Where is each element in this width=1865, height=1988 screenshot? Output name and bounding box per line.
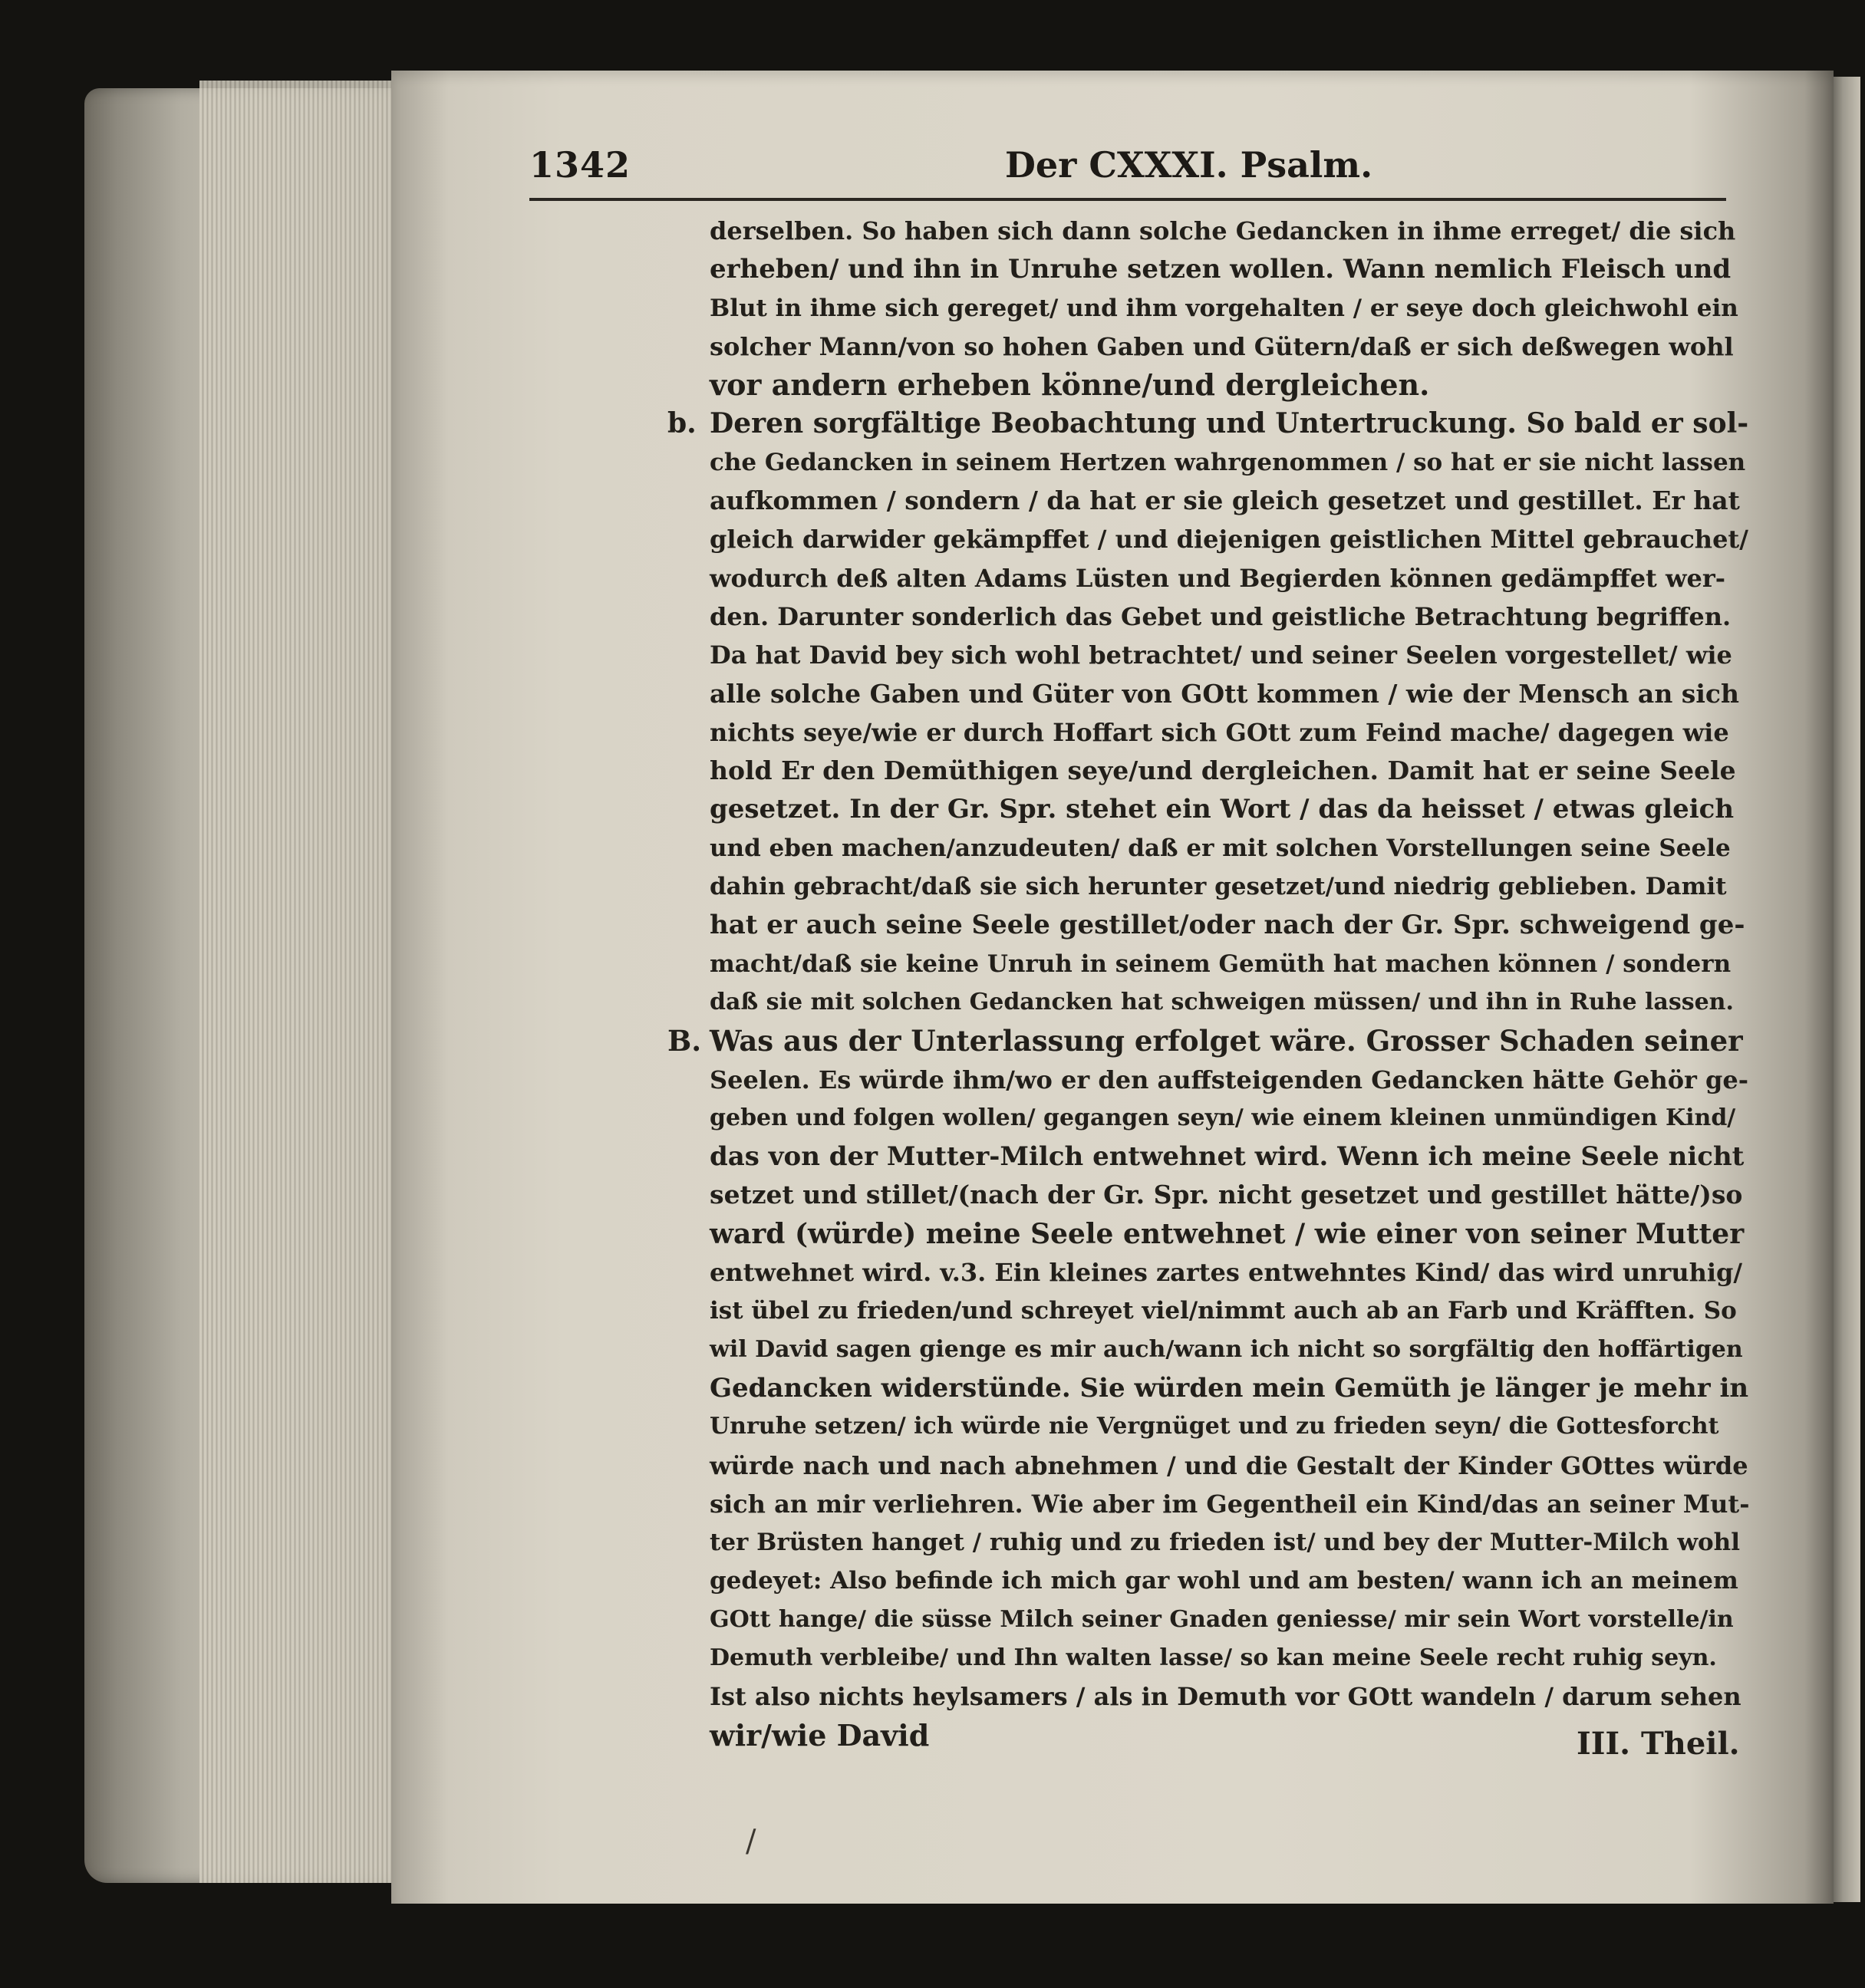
text-line: [552, 675, 1749, 713]
line-text: ward (würde) meine Seele entwehnet / wie einer von seiner Mutter: [710, 1217, 1745, 1250]
line-text: daß sie mit solchen Gedancken hat schweigen müssen/ und ihn in Ruhe lassen.: [710, 988, 1734, 1015]
line-text: entwehnet wird. v.3. Ein kleines zartes entwehntes Kind/ das wird unruhig/: [710, 1258, 1743, 1288]
line-text: wir/wie David: [710, 1717, 930, 1753]
line-text: Deren sorgfältige Beobachtung und Untertruckung. So bald er sol-: [710, 407, 1749, 440]
text-line: [552, 1369, 1749, 1407]
line-text: wodurch deß alten Adams Lüsten und Begierden können gedämpffet wer-: [710, 563, 1726, 593]
text-line: [552, 1061, 1749, 1099]
line-text: setzet und stillet/(nach der Gr. Spr. nicht gesetzet und gestillet hätte/)so: [710, 1180, 1743, 1210]
line-text: würde nach und nach abnehmen / und die Gestalt der Kinder GOttes würde: [710, 1450, 1748, 1480]
text-line: [552, 443, 1749, 482]
line-text: Was aus der Unterlassung erfolget wäre. Grosser Schaden seiner: [710, 1024, 1743, 1058]
text-line: [552, 945, 1749, 983]
text-line: [552, 1716, 1749, 1755]
line-text: Da hat David bey sich wohl betrachtet/ und seiner Seelen vorgestellet/ wie: [710, 640, 1732, 670]
page-edges: [199, 81, 407, 1883]
line-text: hold Er den Demüthigen seye/und dergleichen. Damit hat er seine Seele: [710, 755, 1736, 786]
line-text: Seelen. Es würde ihm/wo er den auffsteigenden Gedancken hätte Gehör ge-: [710, 1065, 1749, 1094]
section-marker: b.: [667, 407, 697, 440]
text-line: [552, 1176, 1749, 1214]
text-line: [552, 1215, 1749, 1253]
text-line: [552, 520, 1749, 558]
text-line: [552, 1331, 1749, 1369]
line-text: gleich darwider gekämpffet / und diejenigen geistlichen Mittel gebrauchet/: [710, 525, 1748, 555]
line-text: und eben machen/anzudeuten/ daß er mit solchen Vorstellungen seine Seele: [710, 834, 1731, 862]
line-text: alle solche Gaben und Güter von GOtt kommen / wie der Mensch an sich: [710, 678, 1739, 709]
body-text: [552, 212, 1749, 1755]
text-line: [552, 1099, 1749, 1137]
line-text: sich an mir verliehren. Wie aber im Gegentheil ein Kind/das an seiner Mut-: [710, 1489, 1749, 1519]
stray-mark: /: [746, 1824, 756, 1859]
text-line: [552, 1562, 1749, 1600]
text-line: [552, 713, 1749, 752]
text-line: [552, 1677, 1749, 1716]
text-line: [552, 559, 1749, 597]
line-text: derselben. So haben sich dann solche Gedancken in ihme erreget/ die sich: [710, 216, 1736, 245]
catchword: III. Theil.: [1577, 1726, 1740, 1762]
text-line: [552, 636, 1749, 674]
section-marker: B.: [667, 1024, 702, 1058]
text-line: [552, 1407, 1749, 1446]
line-text: erheben/ und ihn in Unruhe setzen wollen. Wann nemlich Fleisch und: [710, 254, 1732, 285]
text-line: [552, 983, 1749, 1022]
line-text: dahin gebracht/daß sie sich herunter gesetzet/und niedrig geblieben. Damit: [710, 873, 1727, 901]
line-text: hat er auch seine Seele gestillet/oder nach der Gr. Spr. schweigend ge-: [710, 910, 1745, 941]
text-line: [552, 289, 1749, 327]
text-line: [552, 1137, 1749, 1176]
line-text: den. Darunter sonderlich das Gebet und geistliche Betrachtung begriffen.: [710, 601, 1732, 631]
text-line: [552, 1292, 1749, 1330]
text-line: [552, 482, 1749, 520]
running-head: [529, 138, 1726, 192]
text-line: [552, 212, 1749, 250]
line-text: Gedancken widerstünde. Sie würden mein Gemüth je länger je mehr in: [710, 1372, 1749, 1404]
line-text: ter Brüsten hanget / ruhig und zu frieden ist/ und bey der Mutter-Milch wohl: [710, 1529, 1740, 1557]
line-text: ist übel zu frieden/und schreyet viel/nimmt auch ab an Farb und Kräfften. So: [710, 1297, 1737, 1325]
line-text: gesetzet. In der Gr. Spr. stehet ein Wort / das da heisset / etwas gleich: [710, 794, 1735, 825]
text-line: [552, 1022, 1749, 1060]
text-line: [552, 327, 1749, 366]
line-text: Demuth verbleibe/ und Ihn walten lasse/ so kan meine Seele recht ruhig seyn.: [710, 1644, 1717, 1671]
line-text: GOtt hange/ die süsse Milch seiner Gnaden geniesse/ mir sein Wort vorstelle/in: [710, 1605, 1734, 1633]
text-line: [552, 1523, 1749, 1562]
text-line: [552, 1447, 1749, 1485]
text-line: [552, 867, 1749, 906]
line-text: Ist also nichts heylsamers / als in Demuth vor GOtt wandeln / darum sehen: [710, 1682, 1741, 1712]
line-text: macht/daß sie keine Unruh in seinem Gemüth hat machen können / sondern: [710, 950, 1732, 978]
line-text: nichts seye/wie er durch Hoffart sich GOtt zum Feind mache/ dagegen wie: [710, 717, 1729, 747]
text-line: [552, 906, 1749, 944]
line-text: che Gedancken in seinem Hertzen wahrgenommen / so hat er sie nicht lassen: [710, 448, 1746, 476]
text-line: [552, 1485, 1749, 1523]
line-text: Blut in ihme sich gereget/ und ihm vorgehalten / er seye doch gleichwohl ein: [710, 294, 1738, 322]
line-text: wil David sagen gienge es mir auch/wann ich nicht so sorgfältig den hoffärtigen: [710, 1335, 1743, 1363]
line-text: solcher Mann/von so hohen Gaben und Gütern/daß er sich deßwegen wohl: [710, 331, 1734, 361]
text-line: [552, 250, 1749, 288]
text-line: [552, 790, 1749, 828]
line-text: vor andern erheben könne/und dergleichen.: [710, 367, 1430, 403]
line-text: Unruhe setzen/ ich würde nie Vergnüget und zu frieden seyn/ die Gottesforcht: [710, 1413, 1719, 1440]
text-line: [552, 404, 1749, 443]
line-text: aufkommen / sondern / da hat er sie gleich gesetzet und gestillet. Er hat: [710, 485, 1740, 516]
text-line: [552, 366, 1749, 404]
text-line: [552, 1639, 1749, 1677]
line-text: das von der Mutter-Milch entwehnet wird. Wenn ich meine Seele nicht: [710, 1141, 1745, 1173]
line-text: gedeyet: Also befinde ich mich gar wohl und am besten/ wann ich an meinem: [710, 1567, 1738, 1595]
text-line: [552, 752, 1749, 790]
line-text: geben und folgen wollen/ gegangen seyn/ wie einem kleinen unmündigen Kind/: [710, 1104, 1736, 1131]
text-line: [552, 829, 1749, 867]
page-title: Der CXXXI. Psalm.: [1005, 144, 1373, 186]
text-line: [552, 1601, 1749, 1639]
header-rule: [529, 198, 1726, 201]
page-number: 1342: [529, 144, 631, 186]
text-line: [552, 1253, 1749, 1292]
text-line: [552, 597, 1749, 636]
